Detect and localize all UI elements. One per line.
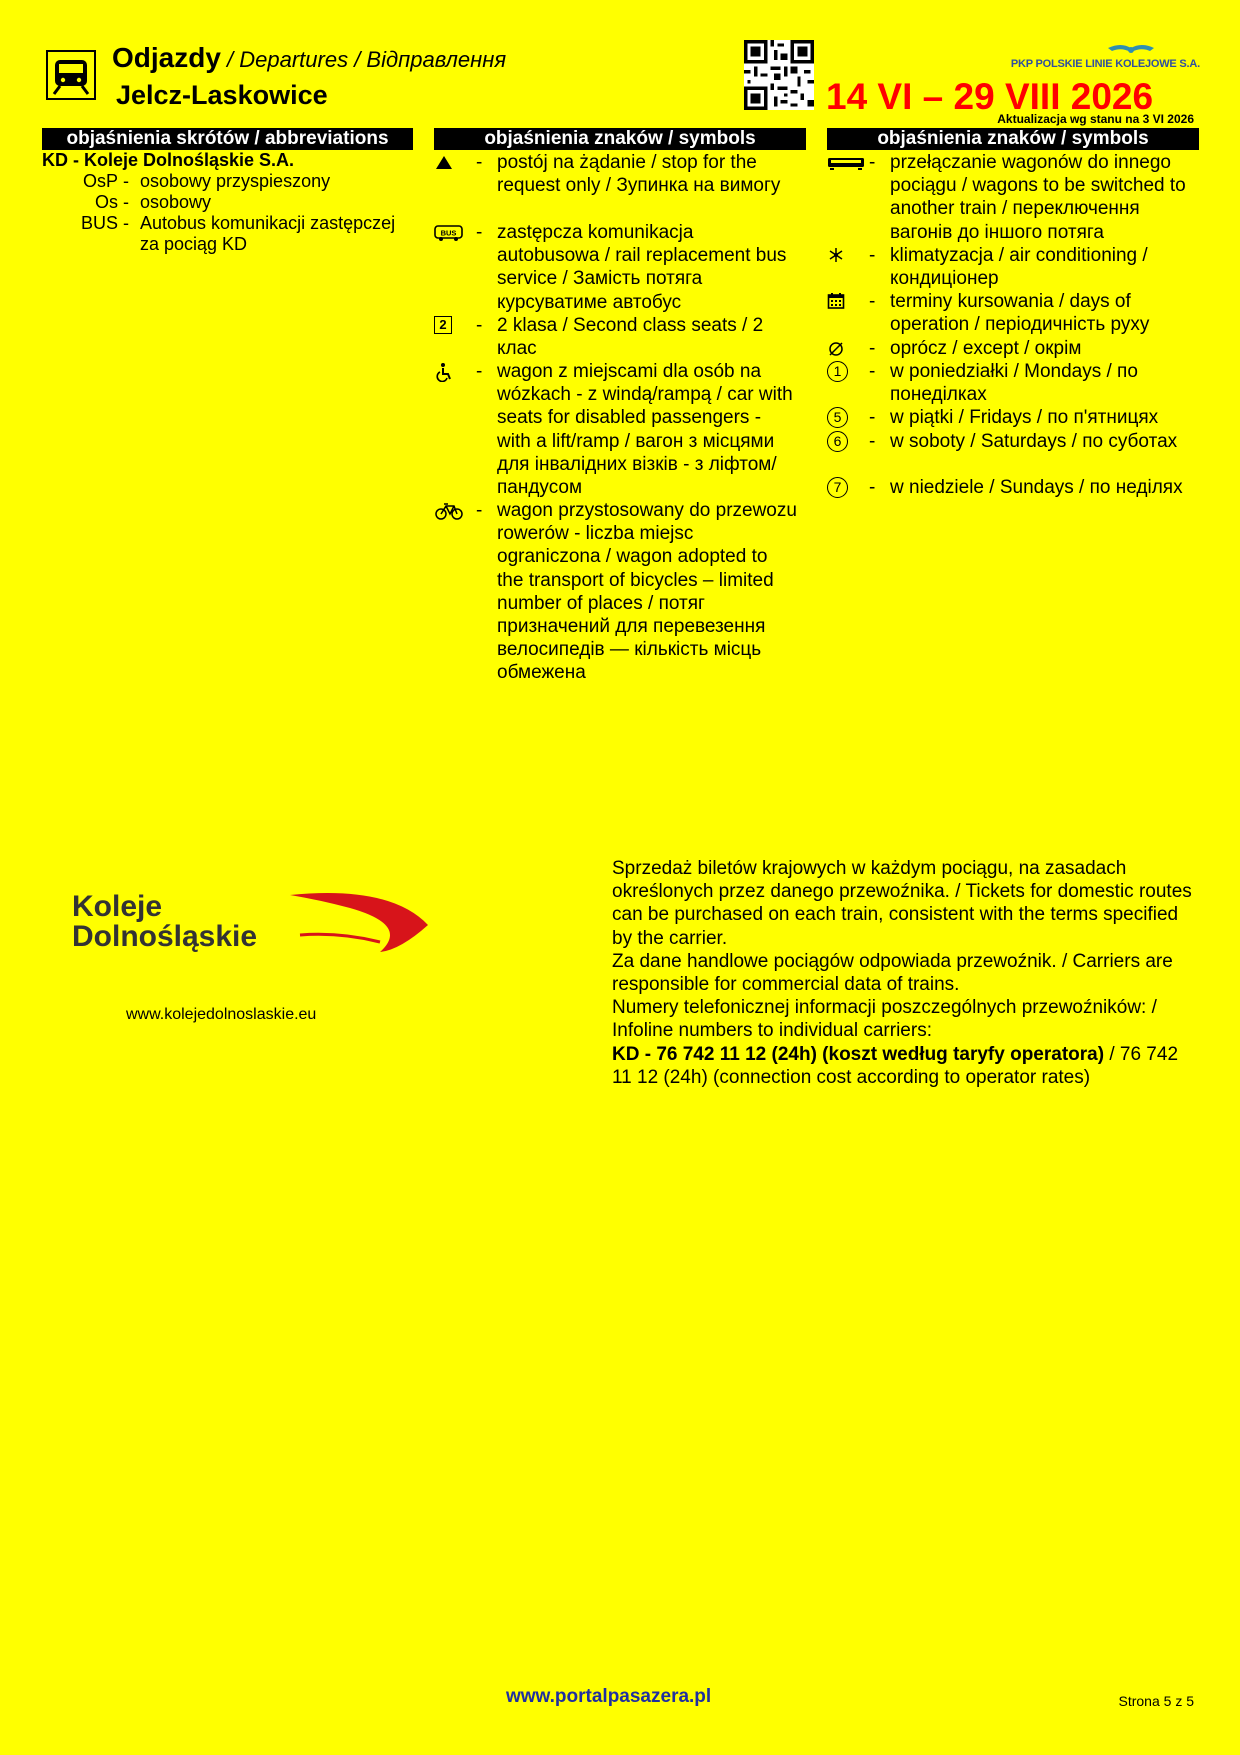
update-note: Aktualizacja wg stanu na 3 VI 2026 xyxy=(997,112,1194,126)
abbreviation-code: BUS xyxy=(80,213,118,233)
carrier-url-link[interactable]: www.kolejedolnoslaskie.eu xyxy=(126,1006,317,1023)
day-1-icon: 1 xyxy=(827,361,848,382)
abbreviation-desc: Autobus komunikacji zastępczej za pociąg KD xyxy=(140,213,396,254)
wing-emblem-icon xyxy=(1106,42,1156,58)
symbol-desc: zastępcza komunikacja autobusowa / rail replacement bus service / Замість потяга курсуватиме автобус xyxy=(497,222,787,313)
symbol-desc: w niedziele / Sundays / по неділях xyxy=(890,477,1183,498)
symbol-desc: w soboty / Saturdays / по суботах xyxy=(890,431,1178,452)
info-phone-rest: / 76 742 11 12 (24h) (connection cost according to operator rates) xyxy=(612,1043,1179,1088)
symbol-desc: klimatyzacja / air conditioning / кондиціонер xyxy=(890,245,1148,290)
calendar-icon xyxy=(827,292,859,312)
except-icon xyxy=(827,339,859,359)
qr-code[interactable] xyxy=(744,40,814,110)
swoosh-icon xyxy=(230,890,430,960)
abbreviations-heading: objaśnienia skrótów / abbreviations xyxy=(42,128,413,150)
bicycle-icon xyxy=(434,501,466,521)
carrier-logo xyxy=(70,890,370,960)
day-6-icon: 6 xyxy=(827,431,848,452)
info-phone-bold: KD - 76 742 11 12 (24h) (koszt według taryfy operatora) xyxy=(612,1043,1105,1065)
abbreviation-carrier: KD - Koleje Dolnośląskie S.A. xyxy=(42,150,295,170)
abbreviation-desc: osobowy xyxy=(140,192,212,212)
carrier-logo-line1: Koleje xyxy=(72,890,163,923)
info-block xyxy=(612,857,1202,1089)
abbreviation-code: OsP xyxy=(82,171,118,191)
abbreviation-code: Os xyxy=(94,192,118,212)
second-class-label: 2 xyxy=(434,316,452,334)
train-icon xyxy=(46,50,96,100)
abbreviation-desc: osobowy przyspieszony xyxy=(140,171,331,191)
snowflake-icon xyxy=(827,246,859,266)
info-commercial-data: Za dane handlowe pociągów odpowiada przewoźnik. / Carriers are responsible for commercial data of trains. xyxy=(612,950,1173,996)
triangle-icon xyxy=(434,153,466,173)
page-number: Strona 5 z 5 xyxy=(1118,1693,1194,1709)
symbol-desc: postój na żądanie / stop for the request only / Зупинка на вимогу xyxy=(497,152,781,197)
page-title xyxy=(112,42,506,74)
symbols-heading-1: objaśnienia znaków / symbols xyxy=(434,128,806,150)
symbol-desc: przełączanie wagonów do innego pociągu / wagons to be switched to another train / переключення вагонів до іншого потяга xyxy=(890,152,1186,243)
brand-logo xyxy=(1010,42,1200,72)
svg-text:BUS: BUS xyxy=(440,228,457,238)
day-7-icon: 7 xyxy=(827,477,848,498)
symbol-desc: w poniedziałki / Mondays / по понеділках xyxy=(890,361,1138,406)
bus-icon xyxy=(434,223,466,243)
symbol-desc: oprócz / except / окрім xyxy=(890,338,1082,359)
portal-link[interactable]: www.portalpasazera.pl xyxy=(506,1686,712,1707)
symbols-heading-2: objaśnienia znaków / symbols xyxy=(827,128,1199,150)
symbol-desc: w piątki / Fridays / по п'ятницях xyxy=(890,407,1159,428)
symbol-desc: wagon z miejscami dla osób na wózkach - z windą/rampą / car with seats for disabled passengers - with a lift/ramp / вагон з місцями для інвалідних візків - з ліфтом/пандусом xyxy=(497,361,793,499)
brand-name: PKP POLSKIE LINIE KOLEJOWE S.A. xyxy=(1010,58,1200,70)
symbol-desc: 2 klasa / Second class seats / 2 клас xyxy=(497,315,764,360)
info-infoline-intro: Numery telefonicznej informacji poszczególnych przewoźników: / Infoline numbers to individual carriers: xyxy=(612,997,1157,1042)
info-tickets: Sprzedaż biletów krajowych w każdym pociągu, na zasadach określonych przez danego przewoźnika. / Tickets for domestic routes can be purchased on each train, consistent with the terms specified by the carrier. xyxy=(612,858,1192,949)
info-phone xyxy=(612,1043,1202,1089)
wheelchair-icon xyxy=(434,362,466,382)
date-range: 14 VI – 29 VIII 2026 xyxy=(826,76,1154,117)
station-name: Jelcz-Laskowice xyxy=(116,80,328,110)
title-pl: Odjazdy xyxy=(112,42,221,73)
symbol-desc: wagon przystosowany do przewozu rowerów - liczba miejsc ograniczona / wagon adopted to the transport of bicycles – limited number of places / потяг призначений для перевезення велосипедів — кількість місць обмежена xyxy=(497,500,797,684)
carrier-logo-line2: Dolnośląskie xyxy=(72,920,258,953)
symbol-desc: terminy kursowania / days of operation / періодичність руху xyxy=(890,291,1150,336)
day-5-icon: 5 xyxy=(827,407,848,428)
title-translations: / Departures / Відправлення xyxy=(220,47,507,72)
second-class-icon xyxy=(434,316,466,336)
wagon-switch-icon xyxy=(827,153,859,173)
